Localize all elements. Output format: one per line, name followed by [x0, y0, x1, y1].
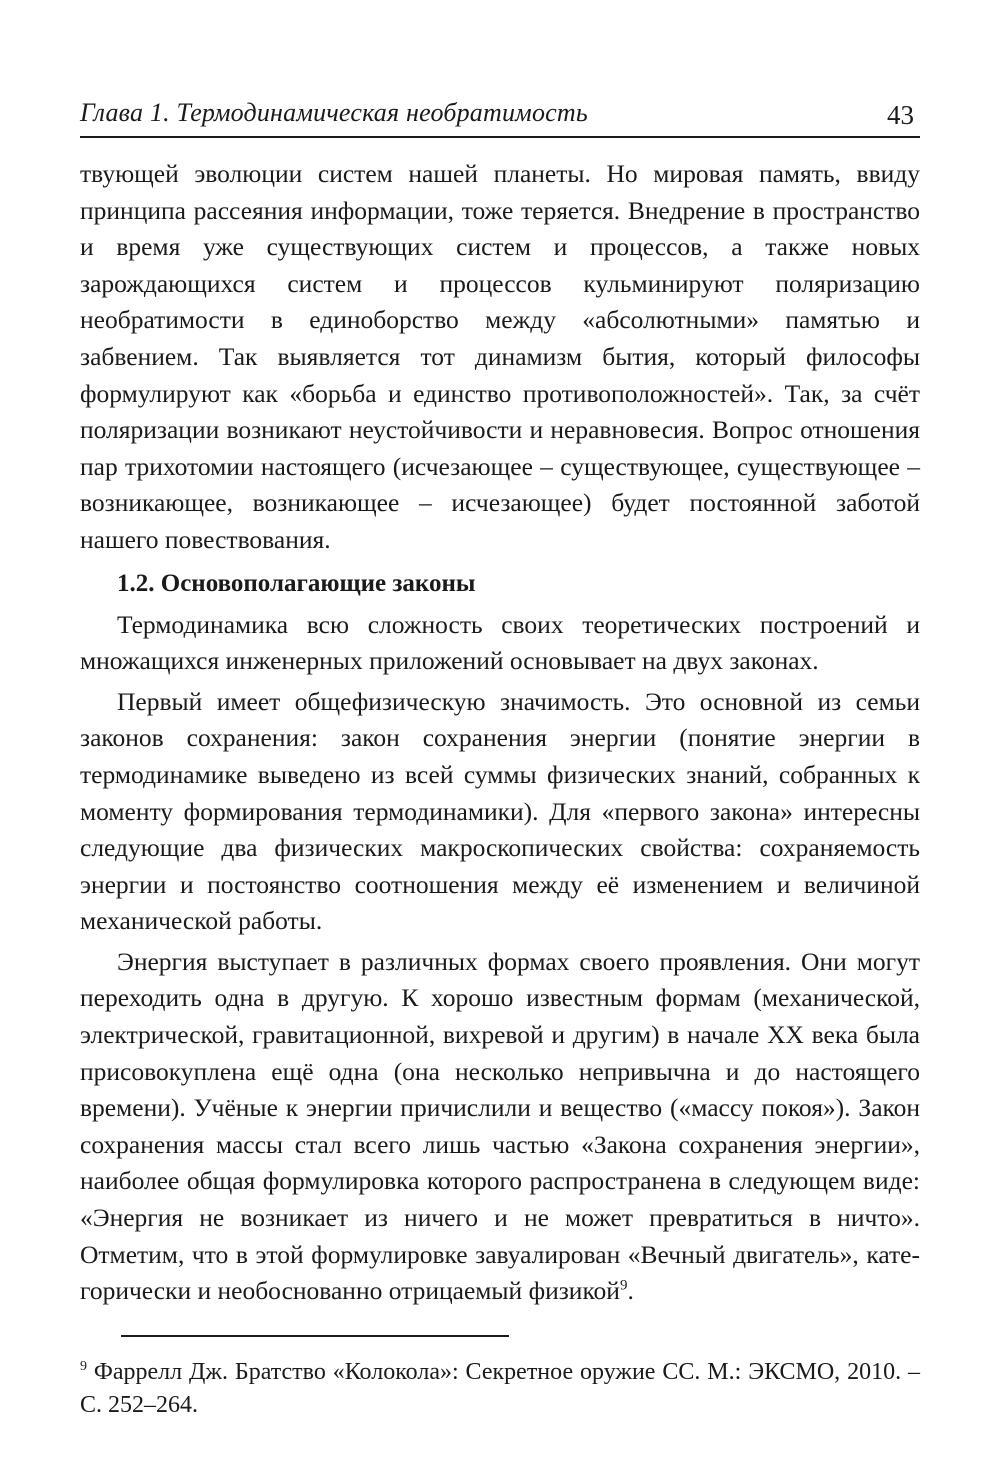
paragraph-end-punct: .	[627, 1276, 634, 1306]
footnote-reference[interactable]: 9	[619, 1277, 628, 1294]
paragraph: Первый имеет общефизическую значимость. Это основной из семьи законов сохранения: закон сохранения энергии (понятие энергии в термодинамике выведено из всей суммы физических знаний, собранных к моменту формирования термодинамики). Для «первого закона» интересны следующие два физических макроскопических свойства: сохраняемость энергии и постоянство соотношения между её изменением и величиной механической работы.	[80, 686, 920, 936]
body-text	[80, 156, 920, 1310]
paragraph-text: Энергия выступает в различных формах своего проявления. Они могут переходить одна в другую. К хорошо известным формам (механической, электрической, гравитационной, вихревой и другим) в начале XX века была присовокуплена ещё одна (она несколько непривычна и до настоящего времени). Учёные к энергии причислили и вещество («массу покоя»). Закон сохранения массы стал всего лишь частью «Закона сохранения энергии», наиболее общая формулировка которого распространена в следующем виде: «Энергия не возникает из ничего и не может превратиться в ничто». Отметим, что в этой формулировке завуалирован «Вечный двигатель», категорически и необоснованно отрицаемый физикой	[80, 946, 920, 1306]
footnote-divider	[121, 1335, 509, 1337]
running-header	[80, 96, 920, 138]
chapter-title: Глава 1. Термодинамическая необратимость	[80, 98, 588, 127]
footnote	[80, 1356, 920, 1422]
footnote-marker: 9	[80, 1359, 87, 1374]
page-number: 43	[887, 100, 914, 130]
section-heading: 1.2. Основополагающие законы	[117, 569, 476, 597]
paragraph: Термодинамика всю сложность своих теоретических построений и множащихся инженерных приложений основывает на двух законах.	[80, 609, 920, 676]
footnote-text: Фаррелл Дж. Братство «Колокола»: Секретное оружие СС. М.: ЭКСМО, 2010. – С. 252–264.	[80, 1359, 920, 1418]
paragraph-with-footnote	[80, 944, 920, 1310]
paragraph-continued: твующей эволюции систем нашей планеты. Но мировая память, ввиду принципа рассеяния информации, тоже теряется. Внедрение в пространство и время уже существующих систем и процессов, а также новых зарождающихся систем и процессов кульминируют поляризацию необратимости в единоборство между «абсолютными» памятью и забвением. Так выявляется тот динамизм бытия, который философы формулируют как «борьба и единство противоположностей». Так, за счёт поляризации возникают неустойчивости и неравновесия. Вопрос отношения пар трихотомии настоящего (исчезающее – существующее, существующее – возникающее, возникающее – исчезающее) будет постоянной заботой нашего повествования.	[80, 159, 920, 554]
